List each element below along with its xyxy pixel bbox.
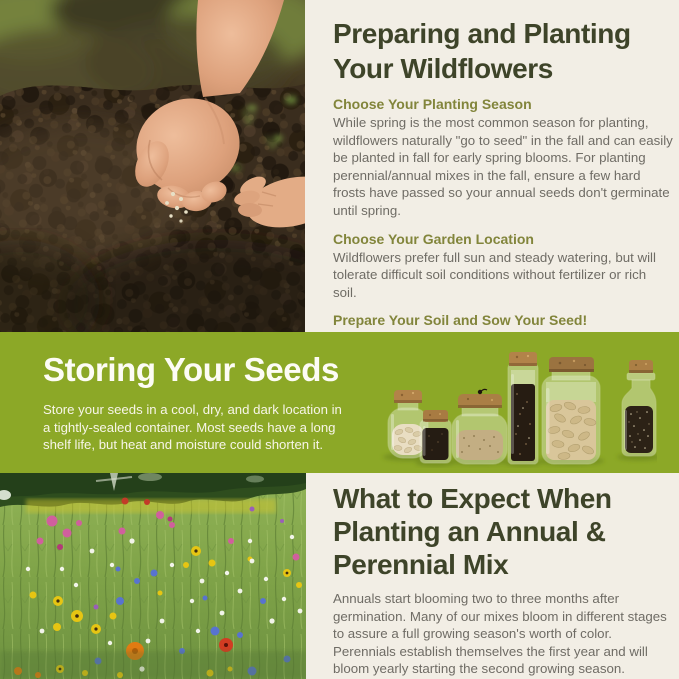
title-line: Perennial Mix <box>333 549 509 580</box>
seed-jars-photo <box>372 344 657 472</box>
subsection-garden-location <box>333 231 673 302</box>
planting-hand-photo-illustration <box>0 0 305 332</box>
subsection-body: While spring is the most common season for planting, wildflowers naturally "go to seed" in the fall and can easily be planted in fall for early spring blooms. For planting perennial/annual mixes in the fall, ensure a few hard frosts have passed so your annual seeds don't germinate until spring. <box>333 115 673 218</box>
seed-jars-illustration <box>372 344 657 472</box>
preparing-planting-section <box>333 16 673 383</box>
subsection-heading: Prepare Your Soil and Sow Your Seed! <box>333 312 588 329</box>
seed-jar-tan-seeds <box>452 389 507 464</box>
seed-jar-sunflower-seeds <box>622 360 656 456</box>
section-title-what-to-expect <box>333 482 673 581</box>
seed-jar-pumpkin-seeds <box>542 357 600 464</box>
what-to-expect-section <box>333 482 673 678</box>
subsection-body: Wildflowers prefer full sun and steady watering, but will tolerate difficult soil conditions without fertilizer or rich soil. <box>333 249 656 300</box>
planting-hand-photo <box>0 0 305 332</box>
seed-jar-small-dark <box>420 410 451 463</box>
wildflower-meadow-illustration <box>0 473 306 679</box>
storing-seeds-text <box>43 351 363 454</box>
title-line: Your Wildflowers <box>333 53 553 84</box>
seed-jar-tall-dark <box>508 352 538 464</box>
title-line: What to Expect When <box>333 483 612 514</box>
storing-seeds-banner <box>0 332 679 473</box>
subsection-heading: Choose Your Planting Season <box>333 96 532 112</box>
title-line: Preparing and Planting <box>333 18 631 49</box>
yellow-flower-band <box>26 499 276 513</box>
subsection-planting-season <box>333 96 673 220</box>
section-body: Annuals start blooming two to three months after germination. Many of our mixes bloom in different stages to assure a full growing season's worth of color. Perennials establish themselves the first year and will bloom yearly starting the second growing season. <box>333 591 667 677</box>
banner-body: Store your seeds in a cool, dry, and dark location in a tightly-sealed container. Most seeds have a long shelf life, but heat and moisture could shorten it. <box>43 402 342 453</box>
subsection-heading: Choose Your Garden Location <box>333 230 534 247</box>
banner-title: Storing Your Seeds <box>43 351 339 388</box>
section-title-preparing <box>333 16 673 86</box>
title-line: Planting an Annual & <box>333 516 606 547</box>
wildflower-meadow-photo <box>0 473 306 679</box>
